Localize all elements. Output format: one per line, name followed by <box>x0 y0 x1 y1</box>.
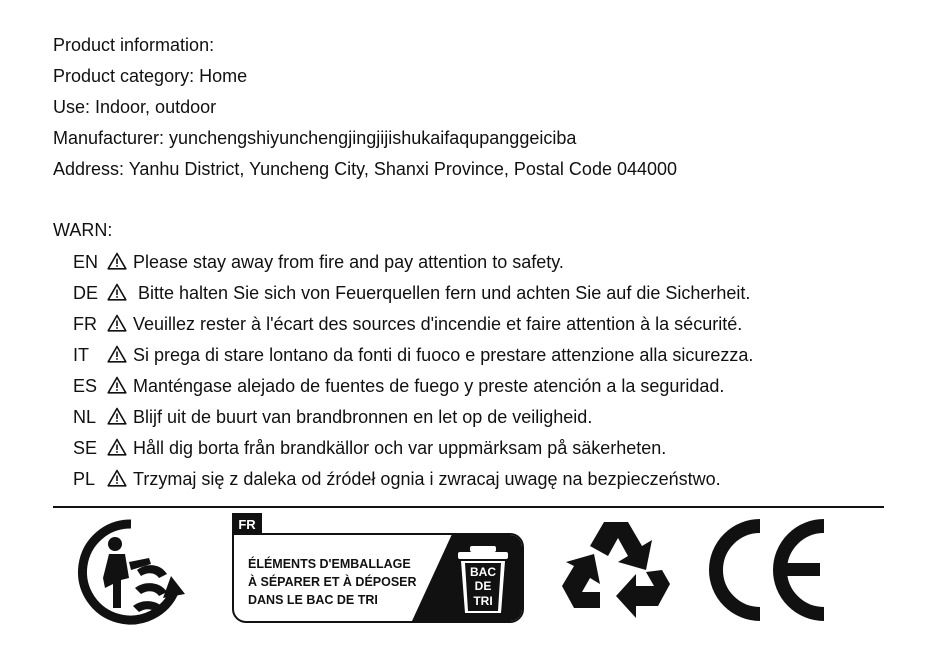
info-use: Use: Indoor, outdoor <box>53 97 217 117</box>
warning-row-pl <box>73 464 753 495</box>
warning-row-fr <box>73 309 753 340</box>
language-code: EN <box>73 252 99 272</box>
warning-triangle-icon <box>107 314 127 332</box>
language-code: SE <box>73 438 98 458</box>
fr-frame <box>232 533 524 623</box>
warn-title: WARN: <box>53 220 113 240</box>
warning-row-it <box>73 340 753 371</box>
bin-label: BAC <box>470 565 496 579</box>
warning-triangle-icon <box>107 469 127 487</box>
warning-triangle-icon <box>107 283 127 301</box>
warning-row-se <box>73 433 753 464</box>
warning-text: Trzymaj się z daleka od źródeł ognia i zwracaj uwagę na bezpieczeństwo. <box>133 469 721 489</box>
ce-mark-icon <box>700 516 832 624</box>
language-code: FR <box>73 314 97 334</box>
bin-label: DE <box>474 579 492 593</box>
fr-sorting-text <box>248 555 448 609</box>
language-code: PL <box>73 469 96 489</box>
warning-triangle-icon <box>107 438 127 456</box>
warning-triangle-icon <box>107 252 127 270</box>
bin-label: TRI <box>473 594 493 608</box>
warning-text: Håll dig borta från brandkällor och var uppmärksam på säkerheten. <box>133 438 667 458</box>
info-address: Address: Yanhu District, Yuncheng City, Shanxi Province, Postal Code 044000 <box>53 159 678 179</box>
triman-icon <box>75 518 187 626</box>
info-heading: Product information: <box>53 35 215 55</box>
language-code: IT <box>73 345 89 365</box>
product-info <box>53 30 677 185</box>
warning-text: Veuillez rester à l'écart des sources d'incendie et faire attention à la sécurité. <box>133 314 743 334</box>
language-code: ES <box>73 376 98 396</box>
fr-tag: FR <box>232 513 262 535</box>
warning-row-en <box>73 247 753 278</box>
warning-text: Please stay away from fire and pay attention to safety. <box>133 252 564 272</box>
warning-triangle-icon <box>107 376 127 394</box>
language-code: DE <box>73 283 99 303</box>
warning-row-de <box>73 278 753 309</box>
warning-text: Bitte halten Sie sich von Feuerquellen fern und achten Sie auf die Sicherheit. <box>133 283 751 303</box>
sorting-bin-icon <box>456 545 510 615</box>
language-code: NL <box>73 407 97 427</box>
warning-text: Si prega di stare lontano da fonti di fuoco e prestare attenzione alla sicurezza. <box>133 345 754 365</box>
fr-line: ÉLÉMENTS D'EMBALLAGE <box>248 557 411 571</box>
info-category: Product category: Home <box>53 66 248 86</box>
warning-triangle-icon <box>107 407 127 425</box>
warning-triangle-icon <box>107 345 127 363</box>
fr-sorting-info <box>232 513 524 621</box>
warning-text: Manténgase alejado de fuentes de fuego y preste atención a la seguridad. <box>133 376 725 396</box>
warning-text: Blijf uit de buurt van brandbronnen en let op de veiligheid. <box>133 407 593 427</box>
warning-list <box>73 247 753 495</box>
warning-row-nl <box>73 402 753 433</box>
info-manufacturer: Manufacturer: yunchengshiyunchengjingjijishukaifaqupanggeiciba <box>53 128 577 148</box>
recycle-icon <box>560 518 672 622</box>
fr-line: À SÉPARER ET À DÉPOSER <box>248 575 417 589</box>
divider <box>53 506 884 508</box>
fr-line: DANS LE BAC DE TRI <box>248 593 378 607</box>
warning-row-es <box>73 371 753 402</box>
